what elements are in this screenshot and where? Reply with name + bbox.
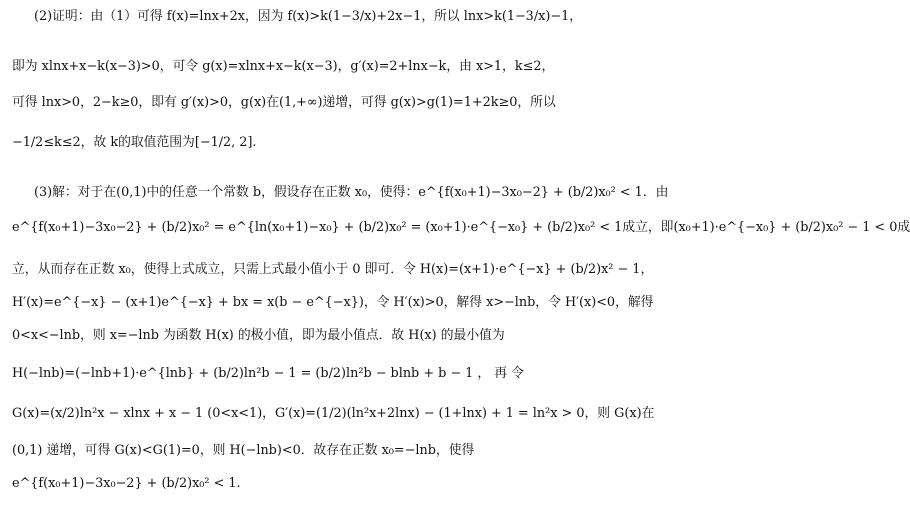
text-line: 立，从而存在正数 x₀，使得上式成立，只需上式最小值小于 0 即可．令 H(x)=(x+1)·e^{−x} + (b/2)x² − 1， xyxy=(12,262,654,277)
text-line: −1/2≤k≤2，故 k的取值范围为[−1/2, 2]. xyxy=(12,135,257,150)
text-line: (0,1) 递增，可得 G(x)<G(1)=0，则 H(−lnb)<0．故存在正数 x₀=−lnb，使得 xyxy=(12,443,475,458)
text-line: 即为 xlnx+x−k(x−3)>0，可令 g(x)=xlnx+x−k(x−3)，g′(x)=2+lnx−k，由 x>1，k≤2， xyxy=(12,59,555,74)
text-line: H(−lnb)=(−lnb+1)·e^{lnb} + (b/2)ln²b − 1 = (b/2)ln²b − blnb + b − 1 ， 再 令 xyxy=(12,366,524,381)
text-line: (2)证明：由（1）可得 f(x)=lnx+2x，因为 f(x)>k(1−3/x)+2x−1，所以 lnx>k(1−3/x)−1， xyxy=(34,9,583,24)
text-line: (3)解：对于在(0,1)中的任意一个常数 b，假设存在正数 x₀，使得：e^{f(x₀+1)−3x₀−2} + (b/2)x₀² < 1．由 xyxy=(34,185,669,200)
text-line: 0<x<−lnb，则 x=−lnb 为函数 H(x) 的极小值，即为最小值点．故 H(x) 的最小值为 xyxy=(12,328,505,343)
text-line: e^{f(x₀+1)−3x₀−2} + (b/2)x₀² = e^{ln(x₀+1)−x₀} + (b/2)x₀² = (x₀+1)·e^{−x₀} + (b/2)x₀² < 1成立，即(x₀+1)·e^{−x₀} + (b/2)x₀² − 1 < 0成 xyxy=(12,220,910,235)
text-line: e^{f(x₀+1)−3x₀−2} + (b/2)x₀² < 1. xyxy=(12,476,241,491)
text-line: H′(x)=e^{−x} − (x+1)e^{−x} + bx = x(b − e^{−x})，令 H′(x)>0，解得 x>−lnb，令 H′(x)<0，解得 xyxy=(12,295,654,310)
text-line: 可得 lnx>0，2−k≥0，即有 g′(x)>0，g(x)在(1,+∞)递增，可得 g(x)>g(1)=1+2k≥0，所以 xyxy=(12,95,556,110)
text-line: G(x)=(x/2)ln²x − xlnx + x − 1 (0<x<1)，G′(x)=(1/2)(ln²x+2lnx) − (1+lnx) + 1 = ln²x > 0，则 G(x)在 xyxy=(12,406,655,421)
